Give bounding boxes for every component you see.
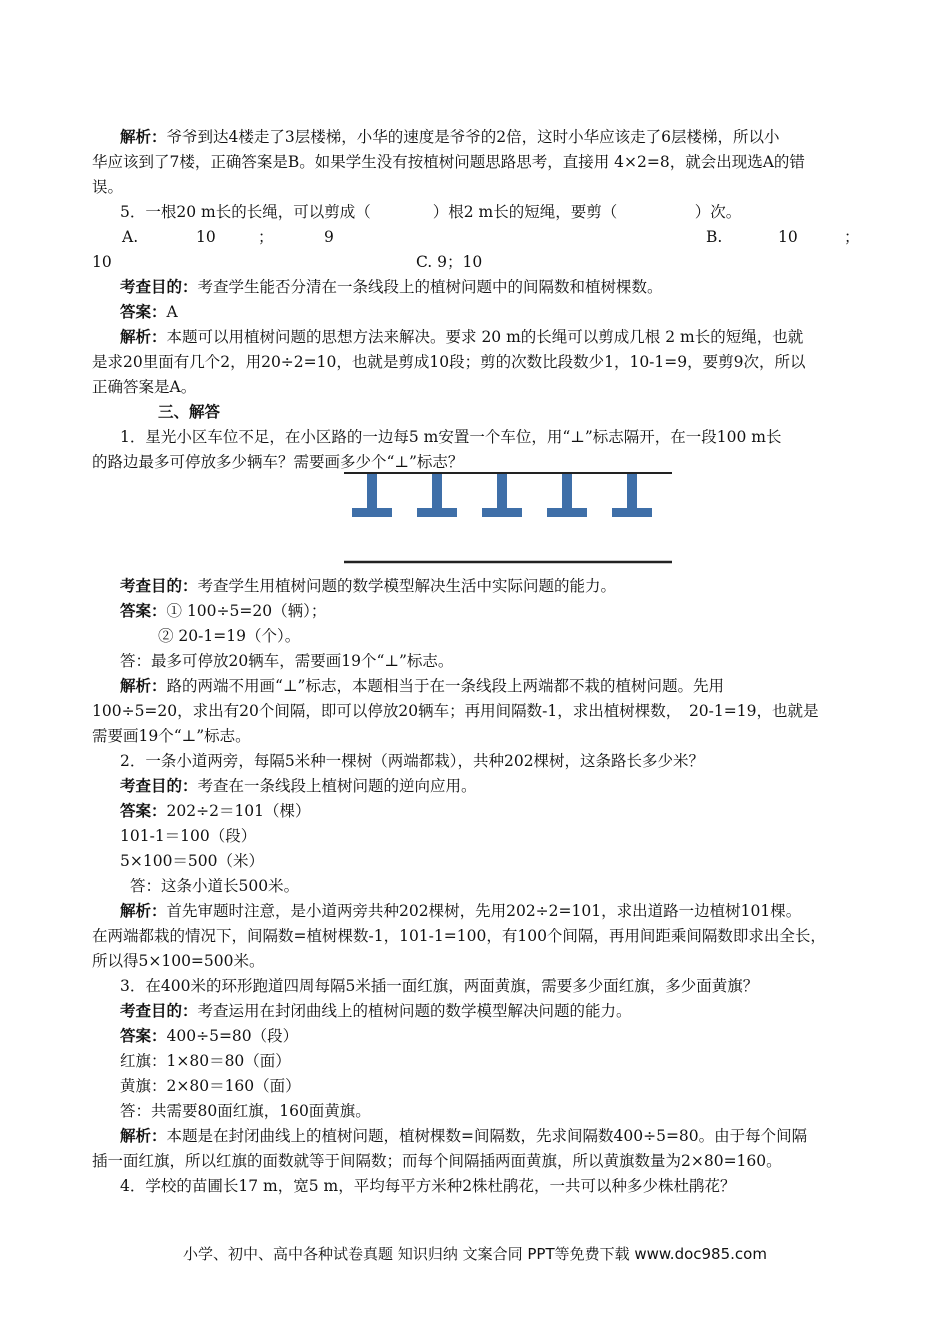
answer-conclusion: 答：共需要80面红旗，160面黄旗。 <box>120 1102 371 1120</box>
options-line <box>92 225 872 250</box>
answer-conclusion: 答：最多可停放20辆车，需要画19个“⊥”标志。 <box>120 652 454 670</box>
answer-conclusion: 答：这条小道长500米。 <box>130 877 300 895</box>
text-line: 正确答案是A。 <box>92 378 197 396</box>
option-c: C. 9；10 <box>416 253 483 271</box>
option-b-label: B. <box>706 228 723 246</box>
text-line: 需要画19个“⊥”标志。 <box>92 727 251 745</box>
analysis-line: 解析：路的两端不用画“⊥”标志，本题相当于在一条线段上两端都不栽的植树问题。先用 <box>120 676 724 695</box>
marker-stem <box>627 474 637 510</box>
option-a-value-2: 9 <box>324 228 334 246</box>
option-a-value-1: 10 <box>196 228 216 246</box>
perpendicular-marker <box>417 474 457 517</box>
answer-step: ② 20-1=19（个）。 <box>158 627 301 645</box>
text-line: 是求20里面有几个2，用20÷2=10，也就是剪成10段；剪的次数比段数少1，10-1=9，要剪9次，所以 <box>92 353 806 371</box>
option-b-value-1: 10 <box>778 228 798 246</box>
answer-step: 5×100＝500（米） <box>120 852 265 870</box>
question-4: 4．学校的苗圃长17 m，宽5 m，平均每平方米种2株杜鹃花，一共可以种多少株杜鹃花？ <box>120 1177 736 1195</box>
text-line: 的路边最多可停放多少辆车？需要画多少个“⊥”标志？ <box>92 453 464 471</box>
question-5: 5．一根20 m长的长绳，可以剪成（ ）根2 m长的短绳，要剪（ ）次。 <box>120 203 742 221</box>
perpendicular-marker <box>547 474 587 517</box>
marker-base <box>612 508 652 517</box>
answer-step: 红旗：1×80＝80（面） <box>120 1052 291 1070</box>
analysis-line: 解析：本题是在封闭曲线上的植树问题，植树棵数=间隔数，先求间隔数400÷5=80。由于每个间隔 <box>120 1126 808 1145</box>
marker-base <box>482 508 522 517</box>
answer-line: 答案：400÷5=80（段） <box>120 1026 299 1045</box>
text-line: 100÷5=20，求出有20个间隔，即可以停放20辆车；再用间隔数-1，求出植树棵数， 20-1=19，也就是 <box>92 702 819 720</box>
perpendicular-marker <box>612 474 652 517</box>
purpose-line: 考查目的：考查学生用植树问题的数学模型解决生活中实际问题的能力。 <box>120 576 617 595</box>
answer-step: 黄旗：2×80＝160（面） <box>120 1077 301 1095</box>
section-heading: 三、解答 <box>158 402 221 421</box>
text-line: 华应该到了7楼，正确答案是B。如果学生没有按植树问题思路思考，直接用 4×2=8，就会出现选A的错 <box>92 153 805 171</box>
text-line: 误。 <box>92 178 124 196</box>
text-line: 插一面红旗，所以红旗的面数就等于间隔数；而每个间隔插两面黄旗，所以黄旗数量为2×80=160。 <box>92 1152 782 1170</box>
marker-base <box>547 508 587 517</box>
answer-step: 101-1＝100（段） <box>120 827 257 845</box>
marker-stem <box>432 474 442 510</box>
perpendicular-marker <box>482 474 522 517</box>
analysis-line: 解析：本题可以用植树问题的思想方法来解决。要求 20 m的长绳可以剪成几根 2 m长的短绳，也就 <box>120 327 804 346</box>
answer-line: 答案：202÷2＝101（棵） <box>120 801 311 820</box>
marker-stem <box>367 474 377 510</box>
question-2: 2．一条小道两旁，每隔5米种一棵树（两端都栽），共种202棵树，这条路长多少米？ <box>120 752 705 770</box>
perpendicular-marker <box>352 474 392 517</box>
option-a-label: A. <box>122 228 139 246</box>
question-3: 3．在400米的环形跑道四周每隔5米插一面红旗，两面黄旗，需要多少面红旗，多少面黄旗？ <box>120 977 759 995</box>
option-b-sep: ； <box>844 228 860 246</box>
marker-base <box>352 508 392 517</box>
text-line: 所以得5×100=500米。 <box>92 952 265 970</box>
purpose-line: 考查目的：考查在一条线段上植树问题的逆向应用。 <box>120 776 477 795</box>
purpose-line: 考查目的：考查学生能否分清在一条线段上的植树问题中的间隔数和植树棵数。 <box>120 277 663 296</box>
analysis-line: 解析：爷爷到达4楼走了3层楼梯，小华的速度是爷爷的2倍，这时小华应该走了6层楼梯，所以小 <box>120 127 780 146</box>
marker-stem <box>562 474 572 510</box>
answer-line: 答案：A <box>120 302 178 321</box>
purpose-line: 考查目的：考查运用在封闭曲线上的植树问题的数学模型解决问题的能力。 <box>120 1001 632 1020</box>
text-line: 在两端都栽的情况下，间隔数=植树棵数-1，101-1=100，有100个间隔，再用间距乘间隔数即求出全长， <box>92 927 826 945</box>
answer-line: 答案：① 100÷5=20（辆）； <box>120 601 327 620</box>
option-b-value-2: 10 <box>92 253 112 271</box>
question-1: 1．星光小区车位不足，在小区路的一边每5 m安置一个车位，用“⊥”标志隔开，在一段100 m长 <box>120 428 782 446</box>
parking-markers-figure <box>340 470 676 566</box>
analysis-line: 解析：首先审题时注意，是小道两旁共种202棵树，先用202÷2=101，求出道路一边植树101棵。 <box>120 901 802 920</box>
marker-base <box>417 508 457 517</box>
option-a-sep: ； <box>258 228 274 246</box>
options-line-2 <box>92 250 872 275</box>
footer-text: 小学、初中、高中各种试卷真题 知识归纳 文案合同 PPT等免费下载 www.doc985.com <box>183 1245 767 1263</box>
marker-stem <box>497 474 507 510</box>
